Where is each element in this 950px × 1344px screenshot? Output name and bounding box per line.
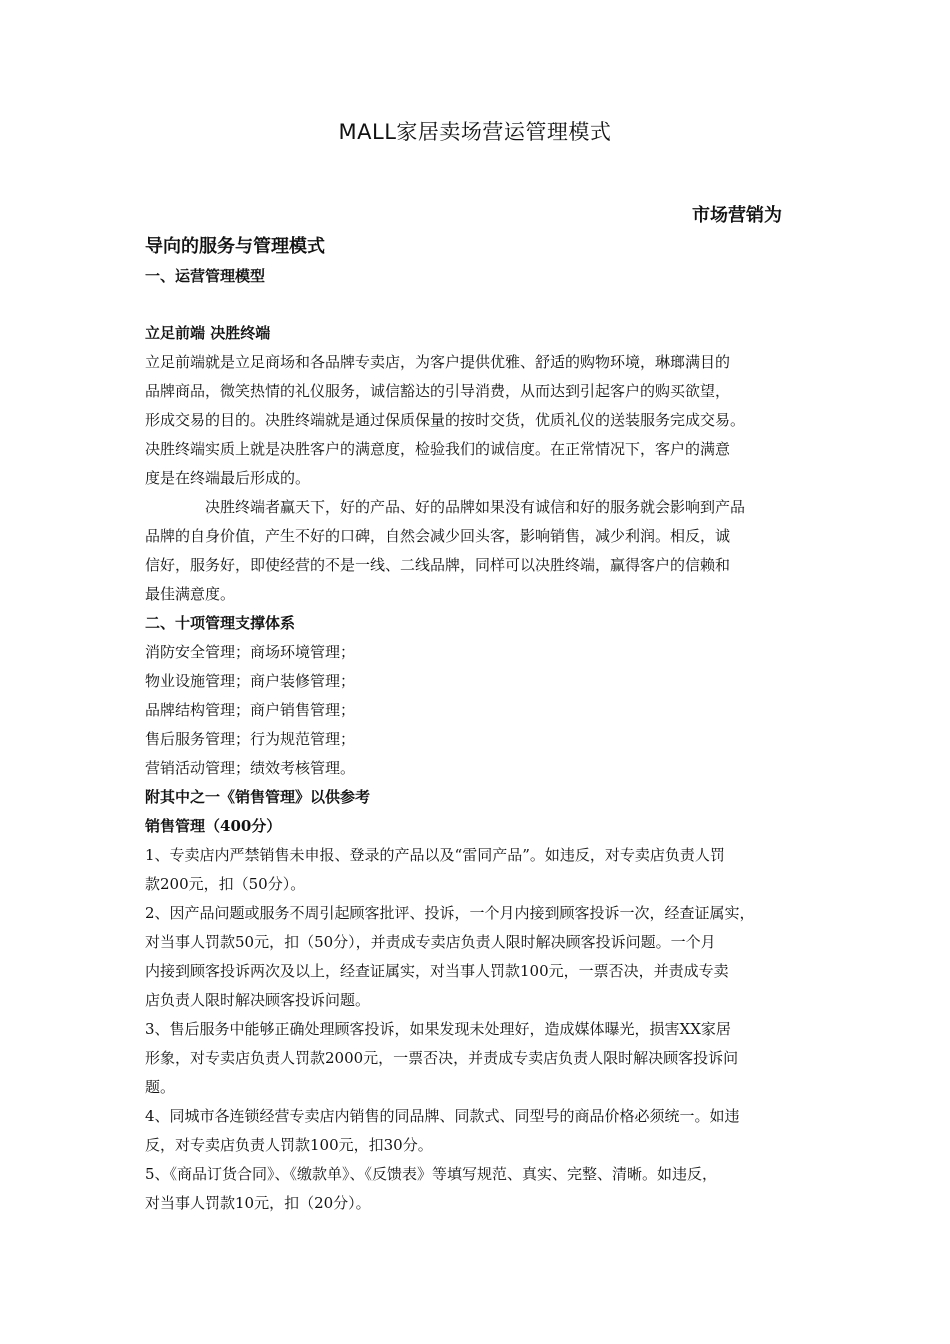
section2-heading: 二、十项管理支撑体系 [145, 614, 296, 632]
section1 [145, 262, 825, 291]
section1-body [145, 319, 825, 1218]
rule-line: 5、《商品订货合同》、《缴款单》、《反馈表》等填写规范、真实、完整、清晰。如违反， [145, 1165, 718, 1183]
para1-line: 度是在终端最后形成的。 [145, 469, 311, 487]
management-item: 营销活动管理；绩效考核管理。 [145, 759, 356, 777]
subtitle-part1: 市场营销为 [692, 205, 782, 226]
section1-subheading: 立足前端 决胜终端 [145, 324, 271, 342]
management-item: 品牌结构管理；商户销售管理； [145, 701, 356, 719]
document-title: MALL家居卖场营运管理模式 [338, 120, 612, 144]
management-item: 售后服务管理；行为规范管理； [145, 730, 356, 748]
para1-line: 形成交易的目的。决胜终端就是通过保质保量的按时交货，优质礼仪的送装服务完成交易。 [145, 411, 746, 429]
para2-line: 最佳满意度。 [145, 585, 236, 603]
rule-line: 2、因产品问题或服务不周引起顾客批评、投诉，一个月内接到顾客投诉一次，经查证属实， [145, 904, 755, 922]
rule-line: 形象，对专卖店负责人罚款2000元，一票否决，并责成专卖店负责人限时解决顾客投诉问 [145, 1049, 739, 1067]
para2-line: 品牌的自身价值，产生不好的口碑，自然会减少回头客，影响销售，减少利润。相反，诚 [145, 527, 731, 545]
para1-line: 决胜终端实质上就是决胜客户的满意度，检验我们的诚信度。在正常情况下，客户的满意 [145, 440, 731, 458]
section1-heading: 一、运营管理模型 [145, 267, 266, 285]
para2-line: 决胜终端者赢天下，好的产品、好的品牌如果没有诚信和好的服务就会影响到产品 [205, 498, 746, 516]
rule-line: 款200元，扣（50分）。 [145, 875, 306, 893]
sales-heading: 销售管理（400分） [145, 817, 282, 835]
para2-line: 信好，服务好，即使经营的不是一线、二线品牌，同样可以决胜终端，赢得客户的信赖和 [145, 556, 731, 574]
rule-line: 3、售后服务中能够正确处理顾客投诉，如果发现未处理好，造成媒体曝光，损害XX家居 [145, 1020, 731, 1038]
subtitle-part2: 导向的服务与管理模式 [145, 236, 325, 257]
rule-line: 店负责人限时解决顾客投诉问题。 [145, 991, 371, 1009]
rule-line: 题。 [145, 1078, 176, 1096]
rule-line: 4、同城市各连锁经营专卖店内销售的同品牌、同款式、同型号的商品价格必须统一。如违 [145, 1107, 740, 1125]
para1-line: 品牌商品，微笑热情的礼仪服务，诚信豁达的引导消费，从而达到引起客户的购买欲望， [145, 382, 731, 400]
rule-line: 反，对专卖店负责人罚款100元，扣30分。 [145, 1136, 433, 1154]
appendix-note: 附其中之一《销售管理》以供参考 [145, 788, 371, 806]
para1-line: 立足前端就是立足商场和各品牌专卖店，为客户提供优雅、舒适的购物环境，琳瑯满目的 [145, 353, 731, 371]
rule-line: 内接到顾客投诉两次及以上，经查证属实，对当事人罚款100元，一票否决，并责成专卖 [145, 962, 729, 980]
rule-line: 对当事人罚款10元，扣（20分）。 [145, 1194, 371, 1212]
management-item: 物业设施管理；商户装修管理； [145, 672, 356, 690]
management-item: 消防安全管理；商场环境管理； [145, 643, 356, 661]
rule-line: 1、专卖店内严禁销售未申报、登录的产品以及“雷同产品”。如违反，对专卖店负责人罚 [145, 846, 725, 864]
rule-line: 对当事人罚款50元，扣（50分），并责成专卖店负责人限时解决顾客投诉问题。一个月 [145, 933, 716, 951]
